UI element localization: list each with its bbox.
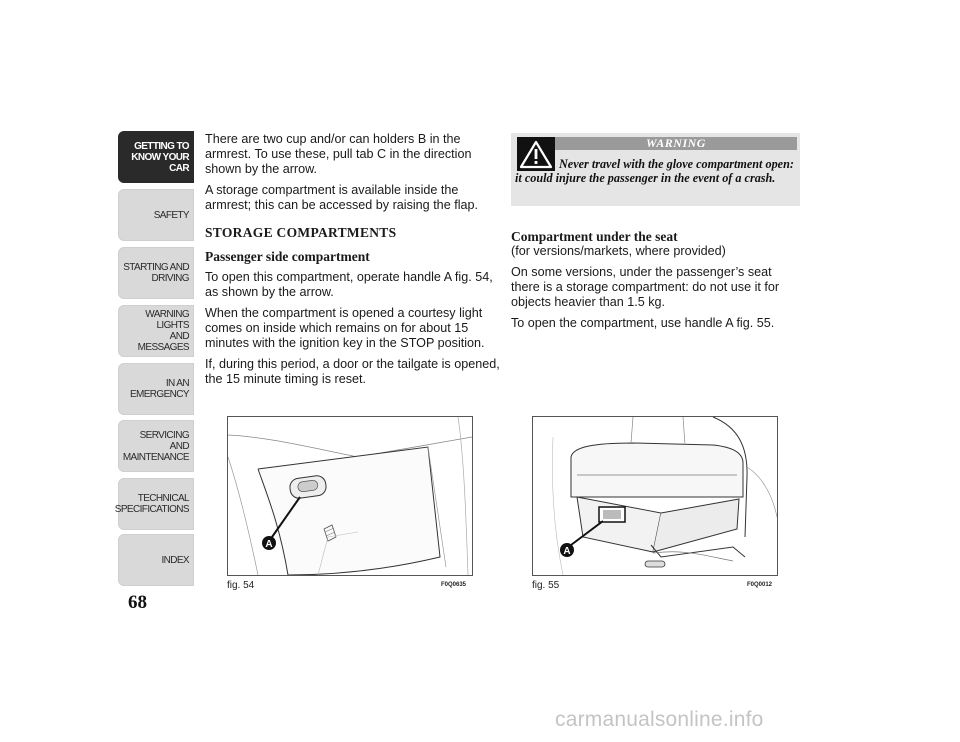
paragraph-seat-storage: On some versions, under the passenger’s seat there is a storage compartment: do not use it for objects heavier than 1.5 kg. <box>511 265 780 309</box>
subheading-passenger-compartment: Passenger side compartment <box>205 249 370 264</box>
tab-in-an-emergency[interactable]: IN AN EMERGENCY <box>118 363 194 415</box>
paragraph-courtesy-light: When the compartment is opened a courtesy light comes on inside which remains on for about 15 minutes with the ignition key in the STOP position. <box>205 306 485 350</box>
right-column <box>511 229 801 337</box>
heading-storage-compartments: STORAGE COMPARTMENTS <box>205 225 397 240</box>
tab-starting-and-driving[interactable]: STARTING AND DRIVING <box>118 247 194 299</box>
paragraph-open-seat-compartment: To open the compartment, use handle A fig. 55. <box>511 316 775 330</box>
figure-55-under-seat-compartment <box>532 416 778 576</box>
page-number: 68 <box>128 592 147 613</box>
figure-55-caption: fig. 55 <box>532 580 560 591</box>
tab-technical-specifications[interactable]: TECHNICAL SPECIFICATIONS <box>118 478 194 530</box>
warning-title: WARNING <box>555 137 797 150</box>
tab-servicing-and-maintenance[interactable]: SERVICING AND MAINTENANCE <box>118 420 194 472</box>
left-column <box>205 132 500 393</box>
tab-safety[interactable]: SAFETY <box>118 189 194 241</box>
warning-box <box>511 133 800 206</box>
paragraph-timing-reset: If, during this period, a door or the tailgate is opened, the 15 minute timing is reset. <box>205 357 500 386</box>
figure-54-label: A <box>265 539 273 550</box>
warning-text: Never travel with the glove compartment open: it could injure the passenger in the event of a crash. <box>515 157 794 185</box>
heading-compartment-under-seat: Compartment under the seat <box>511 229 678 244</box>
paragraph-open-compartment: To open this compartment, operate handle A fig. 54, as shown by the arrow. <box>205 270 493 299</box>
watermark: carmanualsonline.info <box>555 708 764 731</box>
tab-index[interactable]: INDEX <box>118 534 194 586</box>
tab-warning-lights[interactable]: WARNING LIGHTS AND MESSAGES <box>118 305 194 357</box>
tab-getting-to-know-your-car[interactable]: GETTING TO KNOW YOUR CAR <box>118 131 194 183</box>
figure-55-label: A <box>563 546 571 557</box>
paragraph-armrest-storage: A storage compartment is available inside the armrest; this can be accessed by raising the flap. <box>205 183 478 212</box>
availability-note: (for versions/markets, where provided) <box>511 244 726 258</box>
figure-54-code: F0Q0635 <box>441 582 467 588</box>
figure-55-code: F0Q0012 <box>747 582 773 588</box>
paragraph-cup-holders: There are two cup and/or can holders B in the armrest. To use these, pull tab C in the direction shown by the arrow. <box>205 132 472 176</box>
figure-54-caption: fig. 54 <box>227 580 255 591</box>
figure-54-glove-compartment <box>227 416 473 576</box>
